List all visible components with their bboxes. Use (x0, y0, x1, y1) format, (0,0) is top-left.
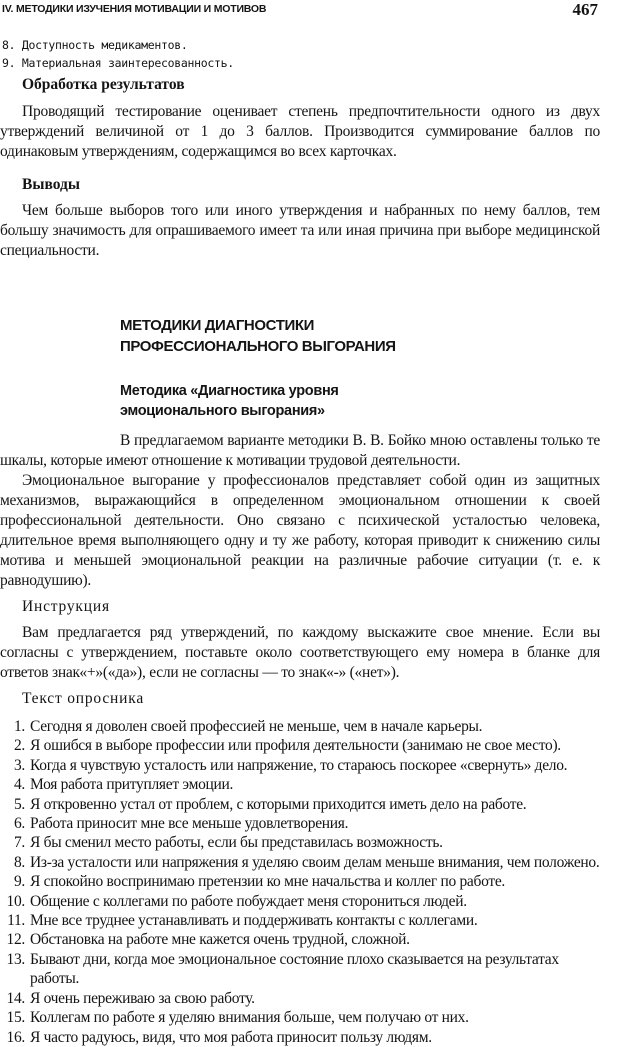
list-item (0, 717, 608, 736)
list-item (0, 756, 608, 775)
list-item: 8. Доступность медикаментов. (2, 38, 188, 52)
instruction-heading: Инструкция (22, 598, 110, 615)
item-text: Я откровенно устал от проблем, с которыми приходится иметь дело на работе. (30, 795, 527, 813)
item-text: Общение с коллегами по работе побуждает меня сторониться людей. (30, 892, 467, 910)
page-number: 467 (572, 0, 598, 19)
item-text: Коллегам по работе я уделяю внимания больше, чем получаю от них. (30, 1009, 469, 1027)
list-item (0, 736, 608, 755)
item-text: Я очень переживаю за свою работу. (30, 989, 255, 1007)
item-text: Когда я чувствую усталость или напряжение, то стараюсь поскорее «свернуть» дело. (30, 756, 568, 774)
item-number: 9. (13, 873, 25, 891)
conclusions-paragraph: Чем больше выборов того или иного утверждения и набранных по нему баллов, тем большу значимость для опрашиваемого имеет та или иная причина при выборе медицинской специальности. (0, 202, 600, 259)
item-number: 15. (6, 1009, 25, 1027)
item-number: 7. (13, 834, 25, 852)
item-text: Из-за усталости или напряжения я уделяю своим делам меньше внимания, чем положено. (30, 853, 600, 871)
results-paragraph: Проводящий тестирование оценивает степень предпочтительности одного из двух утверждений величиной от 1 до 3 баллов. Производится суммирование баллов по одинаковым утверждениям, содержащимся во всех карточках. (0, 103, 600, 160)
item-number: 5. (13, 795, 25, 813)
section-title (0, 315, 620, 357)
list-item (0, 853, 608, 872)
item-text: Я часто радуюсь, видя, что моя работа приносит пользу людям. (30, 1028, 432, 1046)
list-item (0, 1008, 608, 1027)
list-item (0, 930, 608, 949)
list-item (0, 833, 608, 852)
item-number: 8. (13, 853, 25, 871)
results-heading: Обработка результатов (22, 76, 185, 93)
item-text: Работа приносит мне все меньше удовлетворения. (30, 815, 349, 833)
intro-paragraph: В предлагаемом варианте методики В. В. Бойко мною оставлены только те шкалы, которые имеют отношение к мотивации трудовой деятельности. (0, 432, 600, 469)
list-item (0, 911, 608, 930)
questionnaire-heading: Текст опросника (22, 690, 145, 707)
list-item (0, 950, 608, 989)
method-title (0, 381, 620, 421)
item-number: 2. (13, 737, 25, 755)
list-item: 9. Материальная заинтересованность. (2, 56, 234, 70)
item-number: 11. (7, 912, 25, 930)
list-item (0, 814, 608, 833)
item-number: 16. (6, 1028, 25, 1046)
item-number: 1. (13, 718, 25, 735)
item-text: Я спокойно воспринимаю претензии ко мне начальства и коллег по работе. (30, 873, 505, 891)
item-text: Бывают дни, когда мое эмоциональное состояние плохо сказывается на результатах работы. (30, 950, 559, 988)
conclusions-heading: Выводы (22, 176, 80, 193)
section-title-line: МЕТОДИКИ ДИАГНОСТИКИ (120, 317, 314, 334)
running-header: IV. МЕТОДИКИ ИЗУЧЕНИЯ МОТИВАЦИИ И МОТИВОВ (2, 3, 267, 15)
list-item (0, 989, 608, 1008)
list-item (0, 1028, 608, 1047)
item-number: 14. (6, 989, 25, 1007)
item-text: Я ошибся в выборе профессии или профиля деятельности (занимаю не свое место). (30, 737, 561, 755)
item-text: Мне все труднее устанавливать и поддерживать контакты с коллегами. (30, 912, 478, 930)
item-number: 4. (13, 776, 25, 794)
item-text: Обстановка на работе мне кажется очень трудной, сложной. (30, 931, 410, 949)
item-number: 3. (13, 756, 25, 774)
instruction-paragraph: Вам предлагается ряд утверждений, по каждому выскажите свое мнение. Если вы согласны с утверждением, поставьте около соответствующего ему номера в бланке для ответов знак«+»(«да»), если не согласны — то знак«-» («нет»). (0, 624, 600, 681)
page-content (0, 36, 620, 1047)
list-item (0, 795, 608, 814)
method-title-line: эмоционального выгорания» (120, 403, 325, 419)
item-number: 10. (6, 892, 25, 910)
list-item (0, 775, 608, 794)
item-number: 12. (6, 931, 25, 949)
questionnaire-list (0, 717, 620, 1047)
item-number: 6. (13, 815, 25, 833)
item-text: Сегодня я доволен своей профессией не меньше, чем в начале карьеры. (30, 718, 483, 735)
item-number: 13. (6, 950, 25, 968)
previous-list (0, 36, 620, 72)
list-item (0, 872, 608, 891)
list-item (0, 892, 608, 911)
method-title-line: Методика «Диагностика уровня (120, 383, 339, 399)
section-title-line: ПРОФЕССИОНАЛЬНОГО ВЫГОРАНИЯ (120, 338, 396, 355)
description-paragraph: Эмоциональное выгорание у профессионалов представляет собой один из защитных механизмов, выражающийся в определенном эмоциональном отношении к своей профессиональной деятельности. Оно связано с психической усталостью человека, длительное время выполняющего одну и ту же работу, которая приводит к снижению силы мотива и меньшей эмоциональной реакции на различные рабочие ситуации (т. е. к равнодушию). (0, 472, 600, 589)
item-text: Моя работа притупляет эмоции. (30, 776, 234, 794)
item-text: Я бы сменил место работы, если бы представилась возможность. (30, 834, 443, 852)
